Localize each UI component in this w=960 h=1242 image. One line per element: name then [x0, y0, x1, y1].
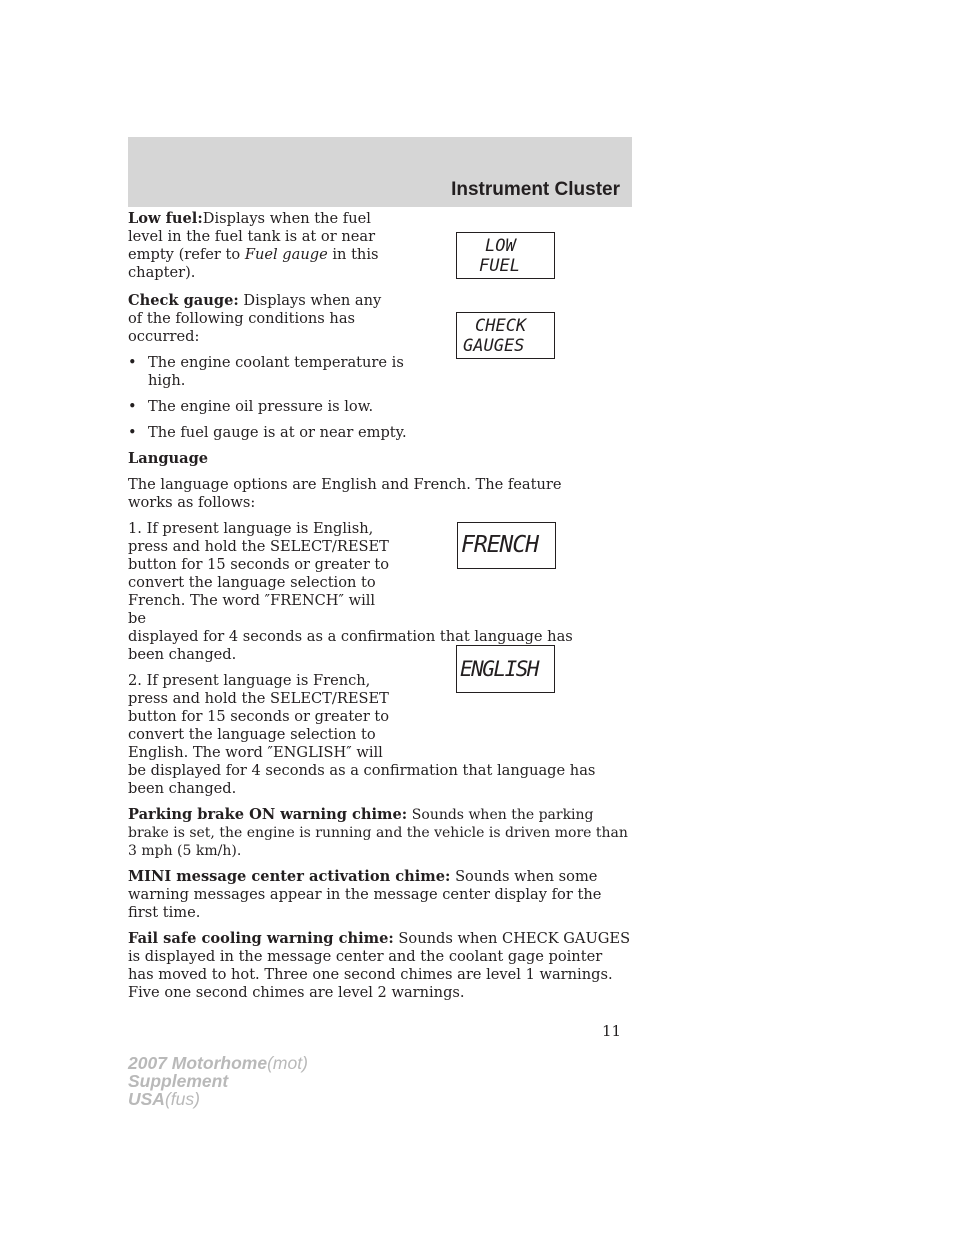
low-fuel-label: Low fuel: [128, 210, 203, 227]
language-intro: The language options are English and French. The feature works as follows: [128, 476, 562, 511]
language-step-1a: 1. If present language is English, press and hold the SELECT/RESET button for 15 seconds or greater to convert the language selection to French. The word ″FRENCH″ will be [128, 520, 390, 627]
language-step-2a: 2. If present language is French, press and hold the SELECT/RESET button for 15 seconds or greater to convert the language selection to English. The word ″ENGLISH″ will [128, 672, 390, 761]
fail-safe-chime-label: Fail safe cooling warning chime: [128, 930, 394, 947]
footer-region: USA [128, 1089, 165, 1109]
low-fuel-paragraph [128, 210, 396, 282]
bullet-item [128, 424, 448, 442]
bullet-icon: • [128, 398, 137, 415]
bullet-text: The engine coolant temperature is high. [148, 354, 404, 389]
mini-message-chime-paragraph [128, 868, 632, 922]
low-fuel-text-2: in this chapter). [128, 246, 379, 281]
check-gauge-label: Check gauge: [128, 292, 239, 309]
parking-brake-chime-text: Sounds when the parking brake is set, the engine is running and the vehicle is driven more than 3 mph (5 km/h). [128, 807, 628, 859]
section-title: Instrument Cluster [451, 179, 620, 200]
footer-region-code: (fus) [164, 1089, 200, 1109]
bullet-item [128, 354, 416, 390]
fuel-gauge-reference: Fuel gauge [244, 246, 328, 263]
parking-brake-chime-label: Parking brake ON warning chime: [128, 806, 408, 823]
french-display-text: FRENCH [461, 532, 539, 558]
page-number: 11 [602, 1022, 622, 1040]
document-footer [128, 1054, 308, 1108]
english-display-text: ENGLISH [460, 657, 539, 681]
language-heading: Language [128, 450, 209, 467]
fail-safe-chime-text: Sounds when CHECK GAUGES is displayed in the message center and the coolant gage pointer has moved to hot. Three one second chimes are level 1 warnings. Five one second chimes are level 2 warnings. [128, 930, 631, 1001]
footer-line-1 [128, 1054, 308, 1072]
parking-brake-chime-paragraph [128, 806, 632, 860]
language-step-1b: displayed for 4 seconds as a confirmation that language has been changed. [128, 628, 573, 663]
check-gauge-paragraph [128, 292, 396, 346]
footer-title: 2007 Motorhome [128, 1053, 268, 1073]
bullet-text: The engine oil pressure is low. [148, 398, 374, 415]
bullet-icon: • [128, 354, 137, 371]
fail-safe-chime-paragraph [128, 930, 632, 1002]
footer-line-3 [128, 1090, 308, 1108]
low-fuel-text-1: Displays when the fuel level in the fuel tank is at or near empty (refer to [128, 210, 376, 263]
check-gauges-display-line2: GAUGES [463, 336, 525, 356]
footer-title-code: (mot) [267, 1053, 308, 1073]
low-fuel-display-line1: LOW [485, 236, 516, 256]
bullet-icon: • [128, 424, 137, 441]
mini-message-chime-text: Sounds when some warning messages appear in the message center display for the first time. [128, 868, 602, 921]
section-header-band [128, 137, 632, 207]
bullet-item [128, 398, 416, 416]
bullet-text: The fuel gauge is at or near empty. [148, 424, 407, 441]
footer-line-2: Supplement [128, 1071, 229, 1091]
mini-message-chime-label: MINI message center activation chime: [128, 868, 451, 885]
language-step-2b: be displayed for 4 seconds as a confirmation that language has been changed. [128, 762, 596, 797]
check-gauges-display-line1: CHECK [475, 316, 527, 336]
low-fuel-display-line2: FUEL [479, 256, 520, 276]
page-body [128, 210, 632, 1002]
check-gauge-text: Displays when any of the following conditions has occurred: [128, 292, 382, 345]
